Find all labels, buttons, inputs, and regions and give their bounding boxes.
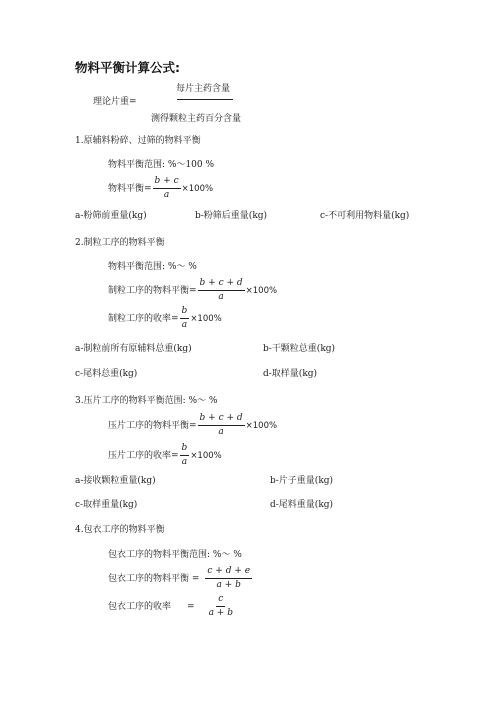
numerator: b + c + d <box>198 278 245 291</box>
numerator: c <box>216 594 225 607</box>
fraction <box>205 566 252 591</box>
theory-label: 理论片重= <box>93 97 137 107</box>
section-3-formula-yield <box>108 443 222 468</box>
denominator: a <box>181 319 188 330</box>
fraction <box>198 413 245 438</box>
fraction <box>180 443 190 468</box>
denominator: a <box>218 426 224 437</box>
theory-fraction-bar <box>177 99 233 100</box>
section-3-legend-a: a-接收颗粒重量(kg) <box>75 476 156 486</box>
page-title: 物料平衡计算公式: <box>75 60 180 75</box>
section-1-legend-c: c-不可利用物料量(kg) <box>320 211 410 221</box>
section-2-legend-c: c-尾料总重(kg) <box>75 369 138 379</box>
section-1-legend-b: b-粉筛后重量(kg) <box>195 211 268 221</box>
percent-multiplier: ×100% <box>245 285 278 296</box>
fraction <box>207 594 235 619</box>
percent-multiplier: ×100% <box>245 420 278 431</box>
theory-numerator: 每片主药含量 <box>176 84 231 94</box>
section-3-legend-b: b-片子重量(kg) <box>270 476 334 486</box>
section-3-legend-d: d-尾料重量(kg) <box>270 500 334 510</box>
numerator: c + d + e <box>205 566 252 579</box>
section-3-formula-balance <box>108 413 277 438</box>
section-2-formula-balance <box>108 278 277 303</box>
fraction <box>153 176 181 201</box>
section-1-formula <box>108 176 213 201</box>
formula-label: 物料平衡= <box>108 183 152 194</box>
section-2-formula-yield <box>108 306 222 331</box>
section-2-range: 物料平衡范围: %～ % <box>108 262 197 272</box>
denominator: a + b <box>208 607 233 618</box>
denominator: a + b <box>216 579 241 590</box>
formula-label: 包衣工序的物料平衡 = <box>108 573 200 584</box>
section-2-legend-d: d-取样量(kg) <box>263 369 318 379</box>
theory-denominator: 测得颗粒主药百分含量 <box>151 114 242 124</box>
section-2-legend-a: a-制粒前所有原辅料总重(kg) <box>75 344 192 354</box>
formula-label: 包衣工序的收率 <box>108 601 172 612</box>
section-2-heading: 2.制粒工序的物料平衡 <box>75 238 165 248</box>
percent-multiplier: ×100% <box>190 313 222 324</box>
formula-label: 制粒工序的收率= <box>108 313 179 324</box>
numerator: b <box>180 306 190 319</box>
section-3-legend-c: c-取样重量(kg) <box>75 500 138 510</box>
percent-multiplier: ×100% <box>190 450 222 461</box>
numerator: b + c <box>153 176 181 189</box>
section-4-formula-balance <box>108 566 253 591</box>
numerator: b + c + d <box>198 413 245 426</box>
section-3-heading: 3.压片工序的物料平衡范围: %～ % <box>75 396 218 406</box>
denominator: a <box>218 291 224 302</box>
denominator: a <box>181 456 188 467</box>
formula-label: 压片工序的收率= <box>108 450 179 461</box>
section-4-formula-yield <box>108 594 236 619</box>
numerator: b <box>180 443 190 456</box>
fraction <box>180 306 190 331</box>
formula-label: 压片工序的物料平衡= <box>108 420 197 431</box>
formula-label: 制粒工序的物料平衡= <box>108 285 197 296</box>
section-2-legend-b: b-干颗粒总重(kg) <box>263 344 336 354</box>
section-1-range: 物料平衡范围: %～100 % <box>108 160 215 170</box>
section-4-range: 包衣工序的物料平衡范围: %～ % <box>108 550 242 560</box>
denominator: a <box>163 189 170 200</box>
section-4-heading: 4.包衣工序的物料平衡 <box>75 525 165 535</box>
equals-sign: = <box>187 601 195 612</box>
fraction <box>198 278 245 303</box>
section-1-legend-a: a-粉筛前重量(kg) <box>75 211 147 221</box>
percent-multiplier: ×100% <box>181 183 214 194</box>
section-1-heading: 1.原辅料粉碎、过筛的物料平衡 <box>75 136 201 146</box>
